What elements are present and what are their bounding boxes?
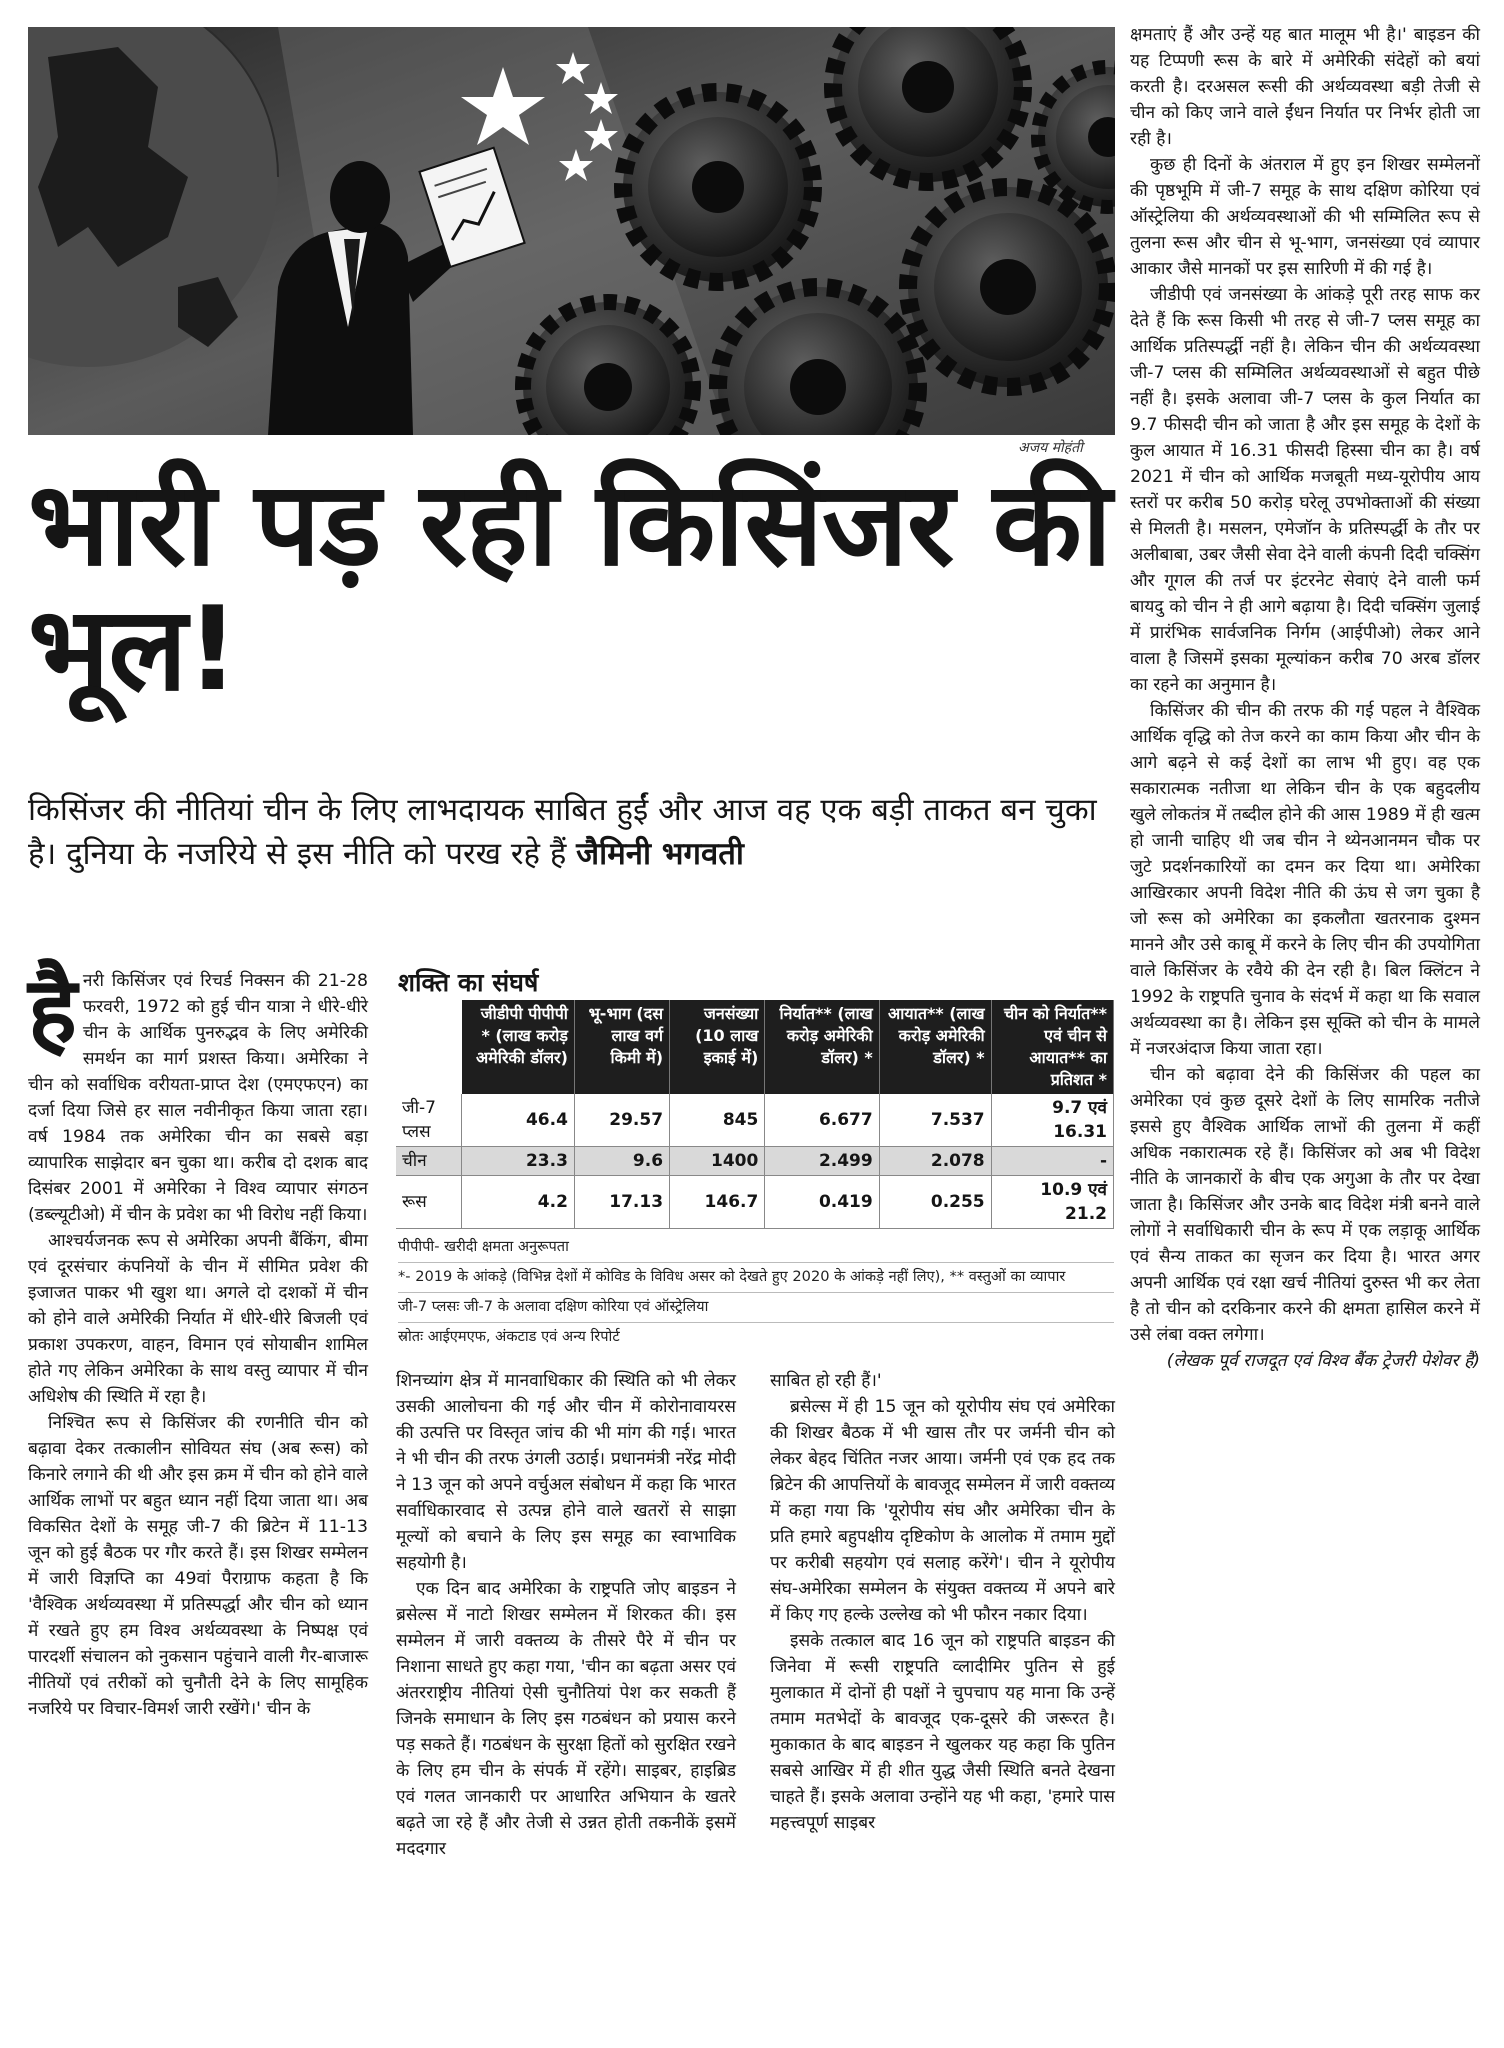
article-column-4 bbox=[1130, 22, 1480, 1374]
paragraph: आश्चर्यजनक रूप से अमेरिका अपनी बैंकिंग, बीमा एवं दूरसंचार कंपनियों के चीन में सीमित प्रवेश की इजाजत पाकर भी खुश था। अगले दो दशकों में चीन को होने वाले अमेरिकी निर्यात में धीरे-धीरे बिजली एवं प्रकाश उपकरण, वाहन, विमान एवं सोयाबीन शामिल होते गए लेकिन अमेरिका के साथ वस्तु व्यापार में चीन अधिशेष की स्थिति में रहा है। bbox=[28, 1231, 368, 1407]
table-cell: 9.6 bbox=[574, 1147, 669, 1176]
illustration-credit: अजय मोहंती bbox=[1018, 440, 1083, 456]
paragraph: क्षमताएं हैं और उन्हें यह बात मालूम भी है।' बाइडन की यह टिप्पणी रूस के बारे में अमेरिकी संदेहों को बयां करती है। दरअसल रूसी की अर्थव्यवस्था बड़ी तेजी से चीन को किए जाने वाले ईंधन निर्यात पर निर्भर होती जा रही है। bbox=[1130, 25, 1480, 149]
article-illustration bbox=[28, 27, 1115, 435]
table-header-cell: निर्यात** (लाख करोड़ अमेरिकी डॉलर) * bbox=[765, 1000, 879, 1094]
article-column-2 bbox=[396, 1368, 736, 1862]
table-header-cell: भू-भाग (दस लाख वर्ग किमी में) bbox=[574, 1000, 669, 1094]
paragraph: कुछ ही दिनों के अंतराल में हुए इन शिखर सम्मेलनों की पृष्ठभूमि में जी-7 समूह के साथ दक्षिण कोरिया एवं ऑस्ट्रेलिया की अर्थव्यवस्थाओं की भी सम्मिलित रूप से तुलना रूस और चीन से भू-भाग, जनसंख्या एवं व्यापार आकार जैसे मानकों पर इस सारिणी में की गई है। bbox=[1130, 155, 1480, 279]
table-header-cell: जनसंख्या (10 लाख इकाई में) bbox=[670, 1000, 765, 1094]
paragraph: निश्चित रूप से किसिंजर की रणनीति चीन को बढ़ावा देकर तत्कालीन सोवियत संघ (अब रूस) को किनारे लगाने की थी और इस क्रम में चीन को होने वाले आर्थिक लाभों पर बहुत ध्यान नहीं दिया जाता था। अब विकसित देशों के समूह जी-7 की ब्रिटेन में 11-13 जून को हुई बैठक पर गौर करते हैं। इस शिखर सम्मेलन में जारी विज्ञप्ति का 49वां पैराग्राफ कहता है कि 'वैश्विक अर्थव्यवस्था में प्रतिस्पर्द्धा और चीन को ध्यान में रखते हुए हम विश्व अर्थव्यवस्था के निष्पक्ष एवं पारदर्शी संचालन को नुकसान पहुंचाने वाली गैर-बाजारू नीतियों एवं तरीकों को चुनौती देने के लिए सामूहिक नजरिये पर विचार-विमर्श जारी रखेंगे।' चीन के bbox=[28, 1413, 368, 1719]
comparison-table bbox=[396, 1000, 1114, 1229]
table-cell: 10.9 एवं 21.2 bbox=[991, 1176, 1113, 1229]
paragraph: किसिंजर की चीन की तरफ की गई पहल ने वैश्विक आर्थिक वृद्धि को तेज करने का काम किया और चीन के आगे बढ़ने से कई देशों का लाभ भी हुए। वह एक सकारात्मक नतीजा था लेकिन चीन के एक बहुदलीय खुले लोकतंत्र में तब्दील होने की आस 1989 में ही खत्म हो जानी चाहिए थी जब चीन ने थ्येनआनमन चौक पर जुटे प्रदर्शनकारियों का दमन कर दिया था। अमेरिका आखिरकार अपनी विदेश नीति की ऊंघ से जग चुका है जो रूस को अमेरिका का इकलौता खतरनाक दुश्मन मानने और उसे काबू में करने के लिए चीन की उपयोगिता वाले किसिंजर के रवैये की देन रही है। बिल क्लिंटन ने 1992 के राष्ट्रपति चुनाव के संदर्भ में कहा था कि सवाल अर्थव्यवस्था का है। लेकिन इस सूक्ति को चीन के मामले में नजरअंदाज किया जाता रहा। bbox=[1130, 701, 1480, 1059]
table-header-cell: चीन को निर्यात** एवं चीन से आयात** का प्रतिशत * bbox=[991, 1000, 1113, 1094]
table-cell: रूस bbox=[396, 1176, 462, 1229]
article-column-1 bbox=[28, 957, 368, 1722]
deck bbox=[28, 788, 1120, 876]
table-header-row bbox=[396, 1000, 1114, 1094]
table-cell: जी-7 प्लस bbox=[396, 1094, 462, 1147]
table-notes bbox=[398, 1233, 1114, 1352]
paragraph: जीडीपी एवं जनसंख्या के आंकड़े पूरी तरह साफ कर देते हैं कि रूस किसी भी तरह से जी-7 प्लस समूह का आर्थिक प्रतिस्पर्द्धी नहीं है। लेकिन चीन की अर्थव्यवस्था जी-7 प्लस की सम्मिलित अर्थव्यवस्थाओं से बहुत पीछे नहीं है। इसके अलावा जी-7 प्लस के कुल निर्यात का 9.7 फीसदी चीन को जाता है और इस समूह के देशों के कुल आयात में 16.31 फीसदी हिस्सा चीन का है। वर्ष 2021 में चीन को आर्थिक मजबूती मध्य-यूरोपीय आय स्तरों पर करीब 50 करोड़ घरेलू उपभोक्ताओं की संख्या से मिलती है। मसलन, एमेजॉन के प्रतिस्पर्द्धी के तौर पर अलीबाबा, उबर जैसी सेवा देने वाली कंपनी दिदी चक्सिंग और गूगल की तर्ज पर इंटरनेट सेवाएं देने वाली फर्म बायदु को चीन ने ही आगे बढ़ाया है। दिदी चक्सिंग जुलाई में प्रारंभिक सार्वजनिक निर्गम (आईपीओ) लेकर आने वाला है जिसमें इसका मूल्यांकन करीब 70 अरब डॉलर का रहने का अनुमान है। bbox=[1130, 285, 1480, 695]
table-note: स्रोतः आईएमएफ, अंकटाड एवं अन्य रिपोर्ट bbox=[398, 1328, 620, 1345]
table-cell: 46.4 bbox=[462, 1094, 575, 1147]
table-cell: 2.078 bbox=[879, 1147, 991, 1176]
table-cell: 9.7 एवं 16.31 bbox=[991, 1094, 1113, 1147]
paragraph: चीन को बढ़ावा देने की किसिंजर की पहल का अमेरिका एवं कुछ दूसरे देशों के लिए सामरिक नतीजे इससे हुए वैश्विक आर्थिक लाभों की तुलना में कहीं अधिक नकारात्मक रहे हैं। किसिंजर को अब भी विदेश नीति के जानकारों के बीच एक अगुआ के तौर पर देखा जाता है। किसिंजर और उनके बाद विदेश मंत्री बनने वाले लोगों ने सर्वाधिकारी चीन के रूप में एक लड़ाकू आर्थिक एवं सैन्य ताकत का सृजन कर दिया है। भारत अगर अपनी आर्थिक एवं रक्षा खर्च नीतियां दुरुस्त भी कर लेता है तो चीन को दरकिनार करने की क्षमता हासिल करने में उसे लंबा वक्त लगेगा। bbox=[1130, 1065, 1480, 1345]
table-cell: 7.537 bbox=[879, 1094, 991, 1147]
table-row bbox=[396, 1176, 1114, 1229]
table-cell: 0.419 bbox=[765, 1176, 879, 1229]
table-note: जी-7 प्लसः जी-7 के अलावा दक्षिण कोरिया एवं ऑस्ट्रेलिया bbox=[398, 1293, 1114, 1323]
table-cell: 146.7 bbox=[670, 1176, 765, 1229]
article-column-3 bbox=[770, 1368, 1115, 1836]
table-header-cell: जीडीपी पीपीपी * (लाख करोड़ अमेरिकी डॉलर) bbox=[462, 1000, 575, 1094]
table-cell: चीन bbox=[396, 1147, 462, 1176]
paragraph: ब्रसेल्स में ही 15 जून को यूरोपीय संघ एवं अमेरिका की शिखर बैठक में भी खास तौर पर जर्मनी चीन को लेकर बेहद चिंतित नजर आया। जर्मनी एवं एक हद तक ब्रिटेन की आपत्तियों के बावजूद सम्मेलन में जारी वक्तव्य में कहा गया कि 'यूरोपीय संघ और अमेरिका चीन के प्रति हमारे बहुपक्षीय दृष्टिकोण के आलोक में तमाम मुद्दों पर करीबी सहयोग एवं सलाह करेंगे'। चीन ने यूरोपीय संघ-अमेरिका सम्मेलन के संयुक्त वक्तव्य में अपने बारे में किए गए हल्के उल्लेख को भी फौरन नकार दिया। bbox=[770, 1397, 1116, 1625]
table-note: पीपीपी- खरीदी क्षमता अनुरूपता bbox=[398, 1233, 1114, 1263]
table-cell: 17.13 bbox=[574, 1176, 669, 1229]
table-cell: 6.677 bbox=[765, 1094, 879, 1147]
table-cell: 23.3 bbox=[462, 1147, 575, 1176]
table-cell: 0.255 bbox=[879, 1176, 991, 1229]
paragraph: हैनरी किसिंजर एवं रिचर्ड निक्सन की 21-28 फरवरी, 1972 को हुई चीन यात्रा ने धीरे-धीरे चीन के आर्थिक पुनरुद्भव के लिए अमेरिकी समर्थन का मार्ग प्रशस्त किया। अमेरिका ने चीन को सर्वाधिक वरीयता-प्राप्त देश (एमएफएन) का दर्जा दिया जिसे हर साल नवीनीकृत किया जाता रहा। वर्ष 1984 तक अमेरिका चीन का सबसे बड़ा व्यापारिक साझेदार बन चुका था। करीब दो दशक बाद दिसंबर 2001 में अमेरिका ने विश्व व्यापार संगठन (डब्ल्यूटीओ) में चीन के प्रवेश का भी विरोध नहीं किया। bbox=[28, 957, 368, 1225]
table-cell: - bbox=[991, 1147, 1113, 1176]
paragraph: शिनच्यांग क्षेत्र में मानवाधिकार की स्थिति को भी लेकर उसकी आलोचना की गई और चीन में कोरोनावायरस की उत्पत्ति पर विस्तृत जांच की भी मांग की गई। भारत ने भी चीन की तरफ उंगली उठाई। प्रधानमंत्री नरेंद्र मोदी ने 13 जून को अपने वर्चुअल संबोधन में कहा कि भारत सर्वाधिकारवाद से उत्पन्न होने वाले खतरों से साझा मूल्यों को बचाने के लिए इस समूह का स्वाभाविक सहयोगी है। bbox=[396, 1371, 736, 1573]
table-row bbox=[396, 1094, 1114, 1147]
table-note: *- 2019 के आंकड़े (विभिन्न देशों में कोविड के विविध असर को देखते हुए 2020 के आंकड़े नहीं लिए), ** वस्तुओं का व्यापार bbox=[398, 1263, 1114, 1293]
table-header-cell bbox=[396, 1000, 462, 1094]
paragraph: साबित हो रही हैं।' bbox=[770, 1371, 882, 1391]
table-title: शक्ति का संघर्ष bbox=[398, 968, 539, 997]
table-cell: 4.2 bbox=[462, 1176, 575, 1229]
paragraph: एक दिन बाद अमेरिका के राष्ट्रपति जोए बाइडन ने ब्रसेल्स में नाटो शिखर सम्मेलन में शिरकत की। इस सम्मेलन में जारी वक्तव्य के तीसरे पैरे में चीन पर निशाना साधते हुए कहा गया, 'चीन का बढ़ता असर एवं अंतरराष्ट्रीय नीतियां ऐसी चुनौतियां पेश कर सकती हैं जिनके समाधान के लिए इस गठबंधन को प्रयास करने पड़ सकते हैं। गठबंधन के सुरक्षा हितों को सुरक्षित रखने के लिए हम चीन के संपर्क में रहेंगे। साइबर, हाइब्रिड एवं गलत जानकारी पर आधारित अभियान के खतरे बढ़ते जा रहे हैं और तेजी से उन्नत होती तकनीकें इसमें मददगार bbox=[396, 1579, 736, 1859]
author-bio-note: (लेखक पूर्व राजदूत एवं विश्व बैंक ट्रेजरी पेशेवर हैं) bbox=[1166, 1351, 1480, 1371]
drop-cap: है bbox=[28, 957, 77, 1064]
table-row bbox=[396, 1147, 1114, 1176]
deck-text: किसिंजर की नीतियां चीन के लिए लाभदायक साबित हुईं और आज वह एक बड़ी ताकत बन चुका है। दुनिया के नजरिये से इस नीति को परख रहे हैं bbox=[28, 792, 1097, 872]
table-header-cell: आयात** (लाख करोड़ अमेरिकी डॉलर) * bbox=[879, 1000, 991, 1094]
table-cell: 1400 bbox=[670, 1147, 765, 1176]
author-name: जैमिनी भगवती bbox=[576, 836, 744, 872]
table-cell: 29.57 bbox=[574, 1094, 669, 1147]
headline: भारी पड़ रही किसिंजर की भूल! bbox=[28, 457, 1111, 717]
table-cell: 845 bbox=[670, 1094, 765, 1147]
data-table-box bbox=[396, 968, 1114, 1352]
paragraph: इसके तत्काल बाद 16 जून को राष्ट्रपति बाइडन की जिनेवा में रूसी राष्ट्रपति व्लादीमिर पुतिन से हुई मुलाकात में दोनों ही पक्षों ने चुपचाप यह माना कि उन्हें तमाम मतभेदों के बावजूद एक-दूसरे की जरूरत है। मुकाकात के बाद बाइडन ने खुलकर यह कहा कि पुतिन सबसे आखिर में ही शीत युद्ध जैसी स्थिति बनते देखना चाहते हैं। इसके अलावा उन्होंने यह भी कहा, 'हमारे पास महत्त्वपूर्ण साइबर bbox=[770, 1631, 1115, 1833]
table-cell: 2.499 bbox=[765, 1147, 879, 1176]
